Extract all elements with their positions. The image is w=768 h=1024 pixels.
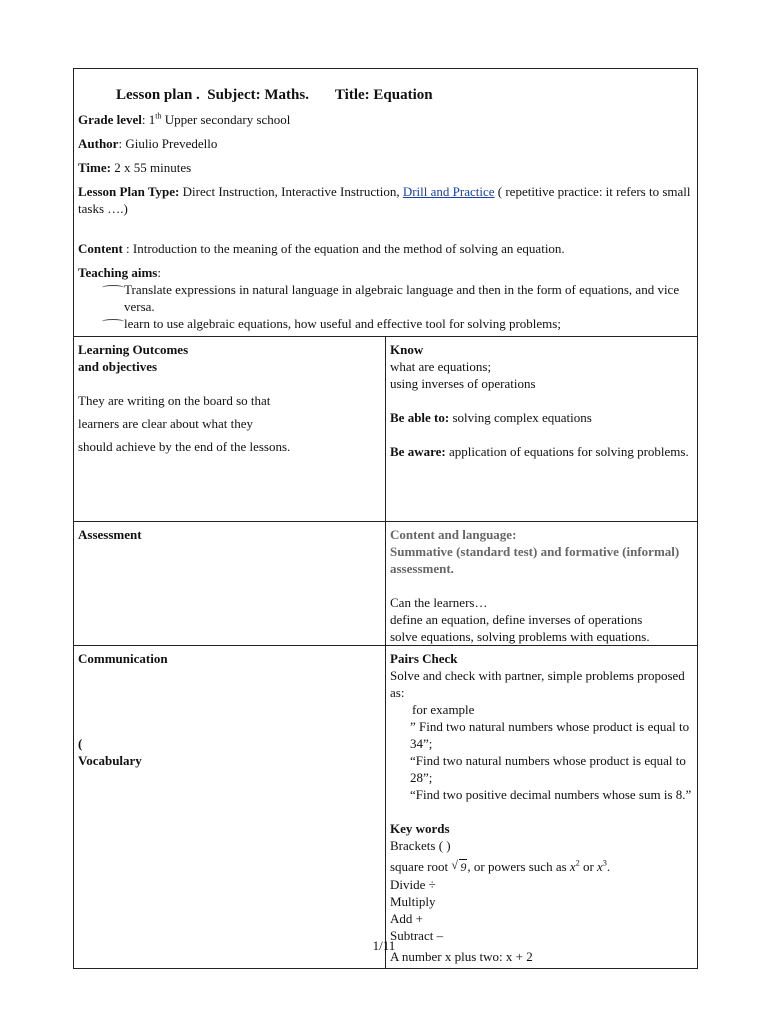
- lesson-title: Lesson plan . Subject: Maths. Title: Equation: [116, 87, 433, 103]
- outcomes-note-1: They are writing on the board so that: [78, 393, 271, 408]
- lesson-plan-document: [73, 68, 698, 969]
- header-row: [74, 69, 698, 337]
- bullet-icon: [102, 319, 124, 324]
- lesson-plan-type: [78, 183, 693, 217]
- grade-num: : 1: [141, 112, 156, 127]
- radical-icon: √: [451, 858, 458, 872]
- vocab-subtract: Subtract –: [390, 928, 444, 943]
- content-label: Content: [78, 241, 123, 256]
- pow-exp-1: 2: [575, 858, 580, 868]
- outcomes-note-2: learners are clear about what they: [78, 416, 254, 431]
- assessment-content-cell: [386, 522, 698, 646]
- teaching-aims: [78, 264, 693, 281]
- know-label: Know: [390, 342, 424, 357]
- sqrt-mid: , or powers such as: [467, 859, 570, 874]
- key-words-label: Key words: [390, 821, 450, 836]
- bullet-icon: [102, 285, 124, 290]
- know-item-2: using inverses of operations: [390, 376, 536, 391]
- aim-text: learn to use algebraic equations, how useful and effective tool for solving problems;: [124, 316, 561, 331]
- vocabulary-label: Vocabulary: [78, 753, 142, 768]
- page-number: 1/11: [372, 938, 396, 953]
- communication-label: Communication: [78, 651, 168, 666]
- example-2: “Find two natural numbers whose product is equal to 28”;: [410, 753, 686, 785]
- assessment-label: Assessment: [78, 527, 142, 542]
- content: [78, 240, 693, 257]
- paren-mark: (: [78, 736, 83, 751]
- communication-row: [74, 646, 698, 969]
- list-item: [78, 315, 693, 332]
- vocab-square-root: [390, 858, 693, 876]
- outcomes-content-cell: [386, 337, 698, 522]
- pow-or: or: [579, 859, 598, 874]
- time-label: Time:: [78, 160, 111, 175]
- outcomes-label-cell: [74, 337, 386, 522]
- vocab-multiply: Multiply: [390, 894, 436, 909]
- content-value: : Introduction to the meaning of the equation and the method of solving an equation.: [122, 241, 565, 256]
- pairs-check-label: Pairs Check: [390, 651, 458, 666]
- time: [78, 159, 693, 176]
- aware-label: Be aware:: [390, 444, 446, 459]
- author: [78, 135, 693, 152]
- sqrt-value: 9: [460, 860, 467, 874]
- assessment-item-2: solve equations, solving problems with equations.: [390, 629, 650, 644]
- type-after: ( repetitive practice: it refers to small tasks ….): [78, 184, 691, 216]
- author-value: : Giulio Prevedello: [118, 136, 218, 151]
- outcomes-label-2: and objectives: [78, 359, 158, 374]
- aims-list: [78, 281, 693, 332]
- vocab-add: Add +: [390, 911, 423, 926]
- assessment-heading-2: Summative (standard test) and formative (informal) assessment.: [390, 544, 680, 576]
- pow-base-1: x: [569, 859, 576, 874]
- grade-level: [78, 111, 693, 128]
- vocab-brackets: Brackets ( ): [390, 838, 451, 853]
- grade-sup: th: [155, 111, 162, 121]
- list-item: [78, 281, 693, 315]
- outcomes-note-3: should achieve by the end of the lessons.: [78, 439, 291, 454]
- assessment-row: [74, 522, 698, 646]
- able-value: solving complex equations: [449, 410, 592, 425]
- example-1: ” Find two natural numbers whose product is equal to 34”;: [410, 719, 690, 751]
- sqrt-symbol: [451, 859, 467, 876]
- communication-content-cell: [386, 646, 698, 969]
- pow-base-2: x: [597, 859, 603, 874]
- grade-rest: Upper secondary school: [161, 112, 291, 127]
- assessment-label-cell: [74, 522, 386, 646]
- outcomes-label-1: Learning Outcomes: [78, 342, 189, 357]
- example-label: for example: [412, 702, 475, 717]
- author-label: Author: [78, 136, 119, 151]
- vocab-divide: Divide ÷: [390, 877, 436, 892]
- aware-value: application of equations for solving problems.: [445, 444, 689, 459]
- type-label: Lesson Plan Type:: [78, 184, 180, 199]
- aims-colon: :: [157, 265, 161, 280]
- able-to: [390, 409, 693, 426]
- able-label: Be able to:: [390, 410, 450, 425]
- aim-text: Translate expressions in natural language in algebraic language and then in the form of equations, and vice versa.: [124, 282, 680, 314]
- aims-label: Teaching aims: [78, 265, 158, 280]
- sqrt-pre: square root: [390, 859, 452, 874]
- example-3: “Find two positive decimal numbers whose sum is 8.”: [410, 787, 692, 802]
- pow-exp-2: 3: [602, 858, 607, 868]
- grade-label: Grade level: [78, 112, 142, 127]
- pairs-check-desc: Solve and check with partner, simple problems proposed as:: [390, 668, 685, 700]
- type-value: Direct Instruction, Interactive Instruction,: [179, 184, 403, 199]
- time-value: 2 x 55 minutes: [110, 160, 192, 175]
- know-item-1: what are equations;: [390, 359, 492, 374]
- drill-practice-link[interactable]: Drill and Practice: [402, 184, 495, 199]
- communication-label-cell: [74, 646, 386, 969]
- assessment-heading-1: Content and language:: [390, 527, 517, 542]
- vocab-phrase: A number x plus two: x + 2: [390, 949, 533, 964]
- assessment-intro: Can the learners…: [390, 595, 488, 610]
- be-aware: [390, 443, 693, 460]
- assessment-item-1: define an equation, define inverses of operations: [390, 612, 643, 627]
- lesson-plan-table: [73, 68, 698, 969]
- header-cell: [74, 69, 698, 337]
- outcomes-row: [74, 337, 698, 522]
- pow-end: .: [606, 859, 611, 874]
